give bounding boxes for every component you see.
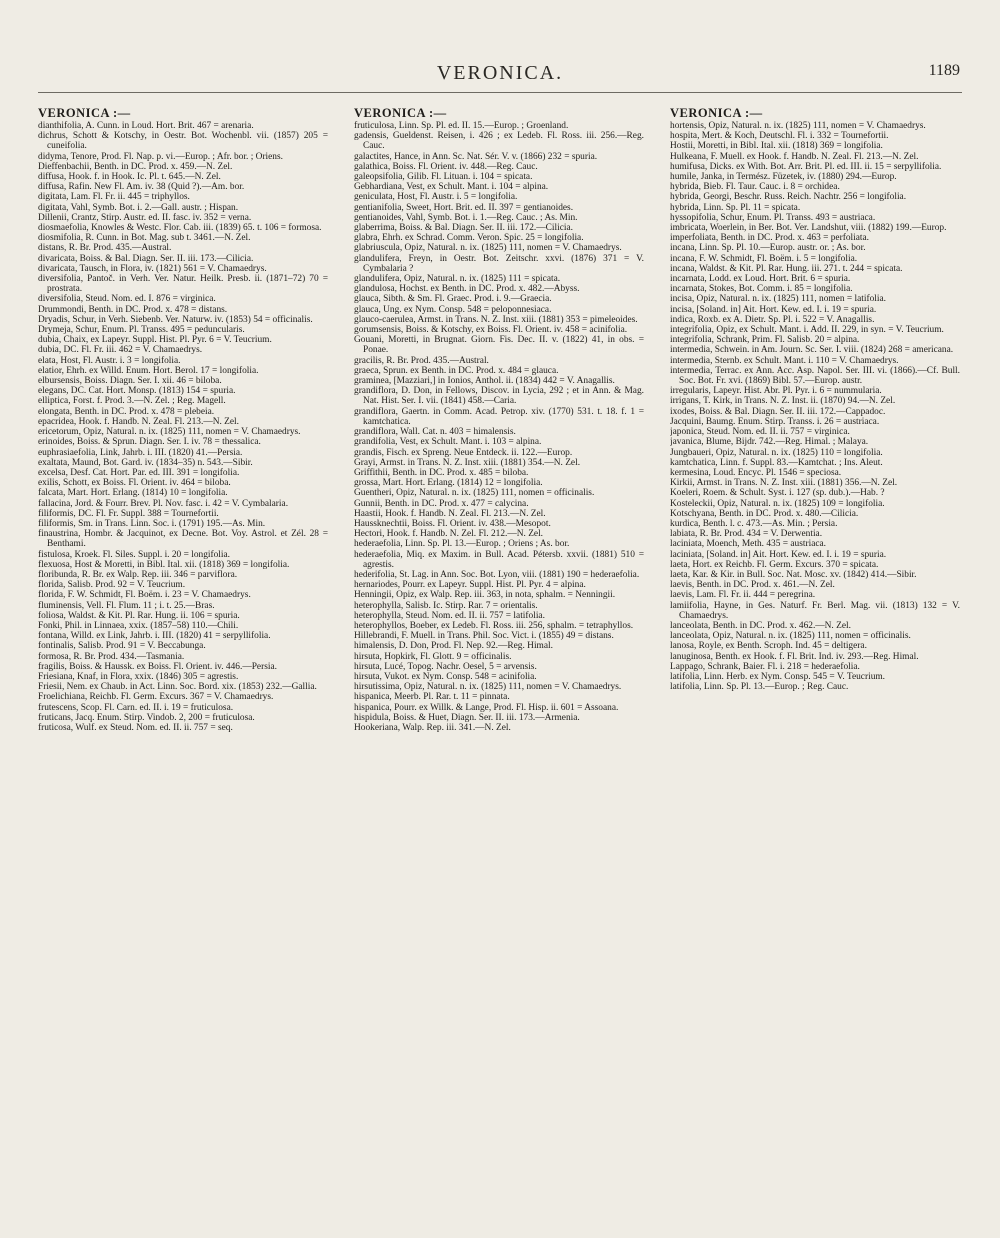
index-entry: glaberrima, Boiss. & Bal. Diagn. Ser. II. iii. 172.—Cilicia. <box>354 223 573 234</box>
index-entry: integrifolia, Schrank, Prim. Fl. Salisb. 20 = alpina. <box>670 335 860 346</box>
index-entry: latifolia, Linn. Herb. ex Nym. Consp. 545 = V. Teucrium. <box>670 671 886 682</box>
index-entry: himalensis, D. Don, Prod. Fl. Nep. 92.—Reg. Himal. <box>354 641 553 652</box>
index-entry: incana, Linn. Sp. Pl. 10.—Europ. austr. or. ; As. bor. <box>670 243 866 254</box>
index-entry: frutescens, Scop. Fl. Carn. ed. II. i. 19 = fruticulosa. <box>38 702 234 713</box>
index-entry: Koeleri, Roem. & Schult. Syst. i. 127 (sp. dub.).—Hab. ? <box>670 488 885 499</box>
index-entry: hederifolia, St. Lag. in Ann. Soc. Bot. Lyon, viii. (1881) 190 = hederaefolia. <box>354 569 640 580</box>
index-entry: glauco-caerulea, Armst. in Trans. N. Z. Inst. xiii. (1881) 353 = pimeleoides. <box>354 314 638 325</box>
index-entry: hispanica, Meerb. Pl. Rar. t. 11 = pinnata. <box>354 692 510 703</box>
index-entry: hederaefolia, Linn. Sp. Pl. 13.—Europ. ; Oriens ; As. bor. <box>354 539 570 550</box>
index-entry: glauca, Ung. ex Nym. Consp. 548 = peloponnesiaca. <box>354 304 552 315</box>
entry-list <box>670 121 960 692</box>
index-entry: hirsuta, Hopkirk, Fl. Glott. 9 = officinalis. <box>354 651 512 662</box>
index-entry: fallacina, Jord. & Fourr. Brev. Pl. Nov. fasc. i. 42 = V. Cymbalaria. <box>38 498 289 509</box>
index-entry: Gunnii, Benth. in DC. Prod. x. 477 = calycina. <box>354 498 529 509</box>
index-entry: hortensis, Opiz, Natural. n. ix. (1825) 111, nomen = V. Chamaedrys. <box>670 121 926 131</box>
page-number: 1189 <box>928 62 960 79</box>
index-entry: fistulosa, Kroek. Fl. Siles. Suppl. i. 20 = longifolia. <box>38 549 231 560</box>
index-entry: japonica, Steud. Nom. ed. II. ii. 757 = virginica. <box>670 427 850 438</box>
index-entry: kamtchatica, Linn. f. Suppl. 83.—Kamtchat. ; Ins. Aleut. <box>670 457 883 468</box>
index-entry: diosmifolia, R. Cunn. in Bot. Mag. sub t. 3461.—N. Zel. <box>38 233 251 244</box>
index-entry: glandulifera, Opiz, Natural. n. ix. (1825) 111 = spicata. <box>354 274 561 285</box>
index-entry: Hostii, Moretti, in Bibl. Ital. xii. (1818) 369 = longifolia. <box>670 141 883 152</box>
index-entry: didyma, Tenore, Prod. Fl. Nap. p. vi.—Europ. ; Afr. bor. ; Oriens. <box>38 151 283 162</box>
index-entry: dichrus, Schott & Kotschy, in Oestr. Bot. Wochenbl. vii. (1857) 205 = cuneifolia. <box>38 131 328 152</box>
index-entry: elatior, Ehrh. ex Willd. Enum. Hort. Berol. 17 = longifolia. <box>38 365 259 376</box>
index-entry: ixodes, Boiss. & Bal. Diagn. Ser. II. iii. 172.—Cappadoc. <box>670 406 886 417</box>
index-entry: fontinalis, Salisb. Prod. 91 = V. Beccabunga. <box>38 641 206 652</box>
index-entry: humile, Janka, in Termész. Füzetek, iv. (1880) 294.—Europ. <box>670 172 897 183</box>
column-left <box>38 108 328 1218</box>
index-entry: Hulkeana, F. Muell. ex Hook. f. Handb. N. Zeal. Fl. 213.—N. Zel. <box>670 151 919 162</box>
index-entry: Drummondi, Benth. in DC. Prod. x. 478 = distans. <box>38 304 228 315</box>
index-entry: diversifolia, Steud. Nom. ed. I. 876 = virginica. <box>38 294 216 305</box>
page-header <box>0 58 1000 88</box>
index-entry: Kosteleckii, Opiz, Natural. n. ix. (1825) 109 = longifolia. <box>670 498 885 509</box>
index-entry: falcata, Mart. Hort. Erlang. (1814) 10 = longifolia. <box>38 488 228 499</box>
index-entry: Haussknechtii, Boiss. Fl. Orient. iv. 438.—Mesopot. <box>354 518 551 529</box>
index-entry: florida, Salisb. Prod. 92 = V. Teucrium. <box>38 580 186 591</box>
index-entry: Drymeja, Schur, Enum. Pl. Transs. 495 = peduncularis. <box>38 325 245 336</box>
column-right <box>670 108 960 1218</box>
entry-columns <box>38 108 962 1218</box>
index-entry: intermedia, Terrac. ex Ann. Acc. Asp. Napol. Ser. III. vi. (1866).—Cf. Bull. Soc. Bot. Fr. xvi. (1869) Bibl. 57.—Europ. austr. <box>670 365 960 387</box>
index-entry: euphrasiaefolia, Link, Jahrb. i. III. (1820) 41.—Persia. <box>38 447 243 458</box>
index-entry: gorumsensis, Boiss. & Kotschy, ex Boiss. Fl. Orient. iv. 458 = acinifolia. <box>354 325 628 336</box>
index-entry: Lappago, Schrank, Baier. Fl. i. 218 = hederaefolia. <box>670 661 860 672</box>
index-entry: irregularis, Lapeyr. Hist. Abr. Pl. Pyr. i. 6 = nummularia. <box>670 386 882 397</box>
index-entry: fruticans, Jacq. Enum. Stirp. Vindob. 2, 200 = fruticulosa. <box>38 712 255 723</box>
index-entry: glandulifera, Freyn, in Oestr. Bot. Zeitschr. xxvi. (1876) 371 = V. Cymbalaria ? <box>354 253 644 274</box>
index-entry: lanceolata, Opiz, Natural. n. ix. (1825) 111, nomen = officinalis. <box>670 631 911 642</box>
index-entry: laeta, Kar. & Kir. in Bull. Soc. Nat. Mosc. xv. (1842) 414.—Sibir. <box>670 569 917 580</box>
index-entry: diffusa, Rafin. New Fl. Am. iv. 38 (Quid ?).—Am. bor. <box>38 182 245 193</box>
index-entry: fruticosa, Wulf. ex Steud. Nom. ed. II. ii. 757 = seq. <box>38 722 233 733</box>
index-entry: incana, Waldst. & Kit. Pl. Rar. Hung. iii. 271. t. 244 = spicata. <box>670 263 903 274</box>
index-entry: integrifolia, Opiz, ex Schult. Mant. i. Add. II. 229, in syn. = V. Teucrium. <box>670 325 944 336</box>
index-entry: elata, Host, Fl. Austr. i. 3 = longifolia. <box>38 355 181 366</box>
index-entry: fragilis, Boiss. & Haussk. ex Boiss. Fl. Orient. iv. 446.—Persia. <box>38 661 277 672</box>
index-entry: hybrida, Georgi, Beschr. Russ. Reich. Nachtr. 256 = longifolia. <box>670 192 907 203</box>
index-entry: Jungbaueri, Opiz, Natural. n. ix. (1825) 110 = longifolia. <box>670 447 883 458</box>
index-entry: intermedia, Schwein. in Am. Journ. Sc. Ser. I. viii. (1824) 268 = americana. <box>670 345 954 356</box>
index-entry: hirsuta, Lucé, Topog. Nachr. Oesel, 5 = arvensis. <box>354 661 537 672</box>
index-entry: Dillenii, Crantz, Stirp. Austr. ed. II. fasc. iv. 352 = verna. <box>38 212 252 223</box>
index-entry: gracilis, R. Br. Prod. 435.—Austral. <box>354 355 489 366</box>
index-entry: erinoides, Boiss. & Sprun. Diagn. Ser. I. iv. 78 = thessalica. <box>38 437 261 448</box>
index-entry: Friesiana, Knaf, in Flora, xxix. (1846) 305 = agrestis. <box>38 671 239 682</box>
index-entry: galactites, Hance, in Ann. Sc. Nat. Sér. V. v. (1866) 232 = spuria. <box>354 151 598 162</box>
index-entry: laciniata, [Soland. in] Ait. Hort. Kew. ed. I. i. 19 = spuria. <box>670 549 887 560</box>
index-entry: javanica, Blume, Bijdr. 742.—Reg. Himal. ; Malaya. <box>670 437 869 448</box>
index-entry: grandifolia, Vest, ex Schult. Mant. i. 103 = alpina. <box>354 437 542 448</box>
index-entry: labiata, R. Br. Prod. 434 = V. Derwentia. <box>670 529 823 540</box>
index-entry: exilis, Schott, ex Boiss. Fl. Orient. iv. 464 = biloba. <box>38 478 231 489</box>
index-entry: grandiflora, Gaertn. in Comm. Acad. Petrop. xiv. (1770) 531. t. 18. f. 1 = kamtchatica. <box>354 406 644 427</box>
index-entry: florida, F. W. Schmidt, Fl. Boëm. i. 23 = V. Chamaedrys. <box>38 590 251 601</box>
header-rule <box>38 92 962 93</box>
index-entry: Haastii, Hook. f. Handb. N. Zeal. Fl. 213.—N. Zel. <box>354 508 546 519</box>
index-entry: grandis, Fisch. ex Spreng. Neue Entdeck. ii. 122.—Europ. <box>354 447 573 458</box>
index-entry: imbricata, Woerlein, in Ber. Bot. Ver. Landshut, viii. (1882) 199.—Europ. <box>670 223 947 234</box>
index-entry: Friesii, Nem. ex Chaub. in Act. Linn. Soc. Bord. xix. (1853) 232.—Gallia. <box>38 682 317 693</box>
index-entry: geniculata, Host, Fl. Austr. i. 5 = longifolia. <box>354 192 518 203</box>
index-entry: hispidula, Boiss. & Huet, Diagn. Ser. II. iii. 173.—Armenia. <box>354 712 580 723</box>
index-entry: flexuosa, Host & Moretti, in Bibl. Ital. xii. (1818) 369 = longifolia. <box>38 559 290 570</box>
index-entry: Dryadis, Schur, in Verh. Siebenb. Ver. Naturw. iv. (1853) 54 = officinalis. <box>38 314 313 325</box>
index-entry: heterophylla, Steud. Nom. ed. II. ii. 757 = latifolia. <box>354 610 545 621</box>
index-entry: Griffithii, Benth. in DC. Prod. x. 485 = biloba. <box>354 467 529 478</box>
index-entry: incisa, [Soland. in] Ait. Hort. Kew. ed. I. i. 19 = spuria. <box>670 304 877 315</box>
column-middle <box>354 108 644 1218</box>
index-entry: elegans, DC. Cat. Hort. Monsp. (1813) 154 = spuria. <box>38 386 236 397</box>
index-entry: fontana, Willd. ex Link, Jahrb. i. III. (1820) 41 = serpyllifolia. <box>38 631 271 642</box>
index-entry: glabriuscula, Opiz, Natural. n. ix. (1825) 111, nomen = V. Chamaedrys. <box>354 243 622 254</box>
index-entry: Kirkii, Armst. in Trans. N. Z. Inst. xiii. (1881) 356.—N. Zel. <box>670 478 898 489</box>
index-entry: hospita, Mert. & Koch, Deutschl. Fl. i. 332 = Tournefortii. <box>670 131 889 142</box>
column-heading: VERONICA :— <box>670 108 763 120</box>
column-heading: VERONICA :— <box>354 108 447 120</box>
index-entry: latifolia, Linn. Sp. Pl. 13.—Europ. ; Reg. Cauc. <box>670 682 849 693</box>
index-entry: Guentheri, Opiz, Natural. n. ix. (1825) 111, nomen = officinalis. <box>354 488 595 499</box>
index-entry: indica, Roxb. ex A. Dietr. Sp. Pl. i. 522 = V. Anagallis. <box>670 314 875 325</box>
index-entry: humifusa, Dicks. ex With. Bot. Arr. Brit. Pl. ed. III. ii. 15 = serpyllifolia. <box>670 161 942 172</box>
index-entry: kurdica, Benth. l. c. 473.—As. Min. ; Persia. <box>670 518 838 529</box>
index-entry: lanceolata, Benth. in DC. Prod. x. 462.—N. Zel. <box>670 620 851 631</box>
index-entry: gentianoides, Vahl, Symb. Bot. i. 1.—Reg. Cauc. ; As. Min. <box>354 212 578 223</box>
index-entry: hispanica, Pourr. ex Willk. & Lange, Prod. Fl. Hisp. ii. 601 = Assoana. <box>354 702 619 713</box>
index-entry: hybrida, Linn. Sp. Pl. 11 = spicata. <box>670 202 801 213</box>
index-entry: Jacquini, Baumg. Enum. Stirp. Transs. i. 26 = austriaca. <box>670 416 880 427</box>
index-entry: floribunda, R. Br. ex Walp. Rep. iii. 346 = parviflora. <box>38 569 238 580</box>
index-entry: laciniata, Moench, Meth. 435 = austriaca. <box>670 539 827 550</box>
index-entry: Hectori, Hook. f. Handb. N. Zel. Fl. 212.—N. Zel. <box>354 529 544 540</box>
index-entry: filiformis, DC. Fl. Fr. Suppl. 388 = Tournefortii. <box>38 508 219 519</box>
index-entry: imperfoliata, Benth. in DC. Prod. x. 463 = perfoliata. <box>670 233 869 244</box>
index-entry: lanuginosa, Benth. ex Hook. f. Fl. Brit. Ind. iv. 293.—Reg. Himal. <box>670 651 919 662</box>
index-entry: fruticulosa, Linn. Sp. Pl. ed. II. 15.—Europ. ; Groenland. <box>354 121 569 131</box>
index-entry: digitata, Lam. Fl. Fr. ii. 445 = triphyllos. <box>38 192 190 203</box>
index-entry: divaricata, Tausch, in Flora, iv. (1821) 561 = V. Chamaedrys. <box>38 263 267 274</box>
index-entry: gentianifolia, Sweet, Hort. Brit. ed. II. 397 = gentianoides. <box>354 202 574 213</box>
index-entry: heterophyllos, Boeber, ex Ledeb. Fl. Ross. iii. 256, sphalm. = tetraphyllos. <box>354 620 634 631</box>
index-entry: hederaefolia, Miq. ex Maxim. in Bull. Acad. Pétersb. xxvii. (1881) 510 = agrestis. <box>354 549 644 570</box>
index-entry: Henningii, Opiz, ex Walp. Rep. iii. 363, in nota, sphalm. = Nenningii. <box>354 590 616 601</box>
index-entry: diffusa, Hook. f. in Hook. Ic. Pl. t. 645.—N. Zel. <box>38 172 221 183</box>
index-entry: Hillebrandi, F. Muell. in Trans. Phil. Soc. Vict. i. (1855) 49 = distans. <box>354 631 614 642</box>
index-entry: finaustrina, Hombr. & Jacquinot, ex Decne. Bot. Voy. Astrol. et Zél. 28 = Benthami. <box>38 529 328 550</box>
index-entry: distans, R. Br. Prod. 435.—Austral. <box>38 243 172 254</box>
index-entry: dianthifolia, A. Cunn. in Loud. Hort. Brit. 467 = arenaria. <box>38 121 254 131</box>
index-entry: fluminensis, Vell. Fl. Flum. 11 ; i. t. 25.—Bras. <box>38 600 215 611</box>
index-entry: graeca, Sprun. ex Benth. in DC. Prod. x. 484 = glauca. <box>354 365 559 376</box>
index-entry: dubia, DC. Fl. Fr. iii. 462 = V. Chamaedrys. <box>38 345 203 356</box>
index-entry: lamiifolia, Hayne, in Ges. Naturf. Fr. Berl. Mag. vii. (1813) 132 = V. Chamaedrys. <box>670 600 960 621</box>
index-entry: grossa, Mart. Hort. Erlang. (1814) 12 = longifolia. <box>354 478 543 489</box>
index-entry: grandiflora, Wall. Cat. n. 403 = himalensis. <box>354 427 516 438</box>
index-entry: dubia, Chaix, ex Lapeyr. Suppl. Hist. Pl. Pyr. 6 = V. Teucrium. <box>38 335 272 346</box>
index-entry: gadensis, Gueldenst. Reisen, i. 426 ; ex Ledeb. Fl. Ross. iii. 256.—Reg. Cauc. <box>354 131 644 152</box>
index-entry: diosmaefolia, Knowles & Westc. Flor. Cab. iii. (1839) 65. t. 106 = formosa. <box>38 223 322 234</box>
column-heading: VERONICA :— <box>38 108 131 120</box>
index-entry: graminea, [Mazziari,] in Ionios, Anthol. ii. (1834) 442 = V. Anagallis. <box>354 376 615 387</box>
index-entry: exaltata, Maund, Bot. Gard. iv. (1834–35) n. 543.—Sibir. <box>38 457 253 468</box>
index-entry: incana, F. W. Schmidt, Fl. Boëm. i. 5 = longifolia. <box>670 253 858 264</box>
index-entry: hirsutissima, Opiz, Natural. n. ix. (1825) 111, nomen = V. Chamaedrys. <box>354 682 622 693</box>
index-entry: hernariodes, Pourr. ex Lapeyr. Suppl. Hist. Pl. Pyr. 4 = alpina. <box>354 580 586 591</box>
index-entry: glandulosa, Hochst. ex Benth. in DC. Prod. x. 482.—Abyss. <box>354 284 580 295</box>
index-entry: galathica, Boiss. Fl. Orient. iv. 448.—Reg. Cauc. <box>354 161 538 172</box>
index-entry: Gebhardiana, Vest, ex Schult. Mant. i. 104 = alpina. <box>354 182 549 193</box>
index-entry: elliptica, Forst. f. Prod. 3.—N. Zel. ; Reg. Magell. <box>38 396 226 407</box>
index-entry: elongata, Benth. in DC. Prod. x. 478 = plebeia. <box>38 406 215 417</box>
index-entry: hybrida, Bieb. Fl. Taur. Cauc. i. 8 = orchidea. <box>670 182 840 193</box>
index-entry: galeopsifolia, Gilib. Fl. Lituan. i. 104 = spicata. <box>354 172 533 183</box>
index-entry: incarnata, Stokes, Bot. Comm. i. 85 = longifolia. <box>670 284 853 295</box>
index-entry: intermedia, Sternb. ex Schult. Mant. i. 110 = V. Chamaedrys. <box>670 355 899 366</box>
index-entry: irrigans, T. Kirk, in Trans. N. Z. Inst. ii. (1870) 94.—N. Zel. <box>670 396 896 407</box>
index-entry: ericetorum, Opiz, Natural. n. ix. (1825) 111, nomen = V. Chamaedrys. <box>38 427 301 438</box>
index-entry: divaricata, Boiss. & Bal. Diagn. Ser. II. iii. 173.—Cilicia. <box>38 253 254 264</box>
index-entry: Grayi, Armst. in Trans. N. Z. Inst. xiii. (1881) 354.—N. Zel. <box>354 457 581 468</box>
index-entry: hirsuta, Vukot. ex Nym. Consp. 548 = acinifolia. <box>354 671 537 682</box>
index-entry: Kotschyana, Benth. in DC. Prod. x. 480.—Cilicia. <box>670 508 859 519</box>
index-entry: Gouani, Moretti, in Brugnat. Giorn. Fis. Dec. II. v. (1822) 41, in obs. = Ponae. <box>354 335 644 356</box>
index-entry: incarnata, Lodd. ex Loud. Hort. Brit. 6 = spuria. <box>670 274 851 285</box>
index-entry: epacridea, Hook. f. Handb. N. Zeal. Fl. 213.—N. Zel. <box>38 416 239 427</box>
running-title: VERONICA. <box>436 62 564 84</box>
index-entry: diversifolia, Pantoč. in Verh. Ver. Natur. Heilk. Presb. ii. (1871–72) 70 = prostrata. <box>38 274 328 295</box>
index-entry: foliosa, Waldst. & Kit. Pl. Rar. Hung. ii. 106 = spuria. <box>38 610 240 621</box>
index-entry: elbursensis, Boiss. Diagn. Ser. I. xii. 46 = biloba. <box>38 376 222 387</box>
index-entry: Froelichiana, Reichb. Fl. Germ. Excurs. 367 = V. Chamaedrys. <box>38 692 274 703</box>
index-entry: laevis, Lam. Fl. Fr. ii. 444 = peregrina. <box>670 590 816 601</box>
index-entry: digitata, Vahl, Symb. Bot. i. 2.—Gall. austr. ; Hispan. <box>38 202 239 213</box>
index-entry: laeta, Hort. ex Reichb. Fl. Germ. Excurs. 370 = spicata. <box>670 559 879 570</box>
entry-list <box>354 121 644 733</box>
index-entry: Fonki, Phil. in Linnaea, xxix. (1857–58) 110.—Chili. <box>38 620 239 631</box>
index-entry: grandiflora, D. Don, in Fellows, Discov. in Lycia, 292 ; et in Ann. & Mag. Nat. Hist. Ser. I. vii. (1841) 458.—Caria. <box>354 386 644 407</box>
index-entry: hyssopifolia, Schur, Enum. Pl. Transs. 493 = austriaca. <box>670 212 876 223</box>
index-entry: laevis, Benth. in DC. Prod. x. 461.—N. Zel. <box>670 580 835 591</box>
index-entry: Dieffenbachii, Benth. in DC. Prod. x. 459.—N. Zel. <box>38 161 233 172</box>
index-entry: Hookeriana, Walp. Rep. iii. 341.—N. Zel. <box>354 722 511 733</box>
entry-list <box>38 121 328 733</box>
index-entry: glabra, Ehrh. ex Schrad. Comm. Veron. Spic. 25 = longifolia. <box>354 233 584 244</box>
index-entry: lanosa, Royle, ex Benth. Scroph. Ind. 45 = deltigera. <box>670 641 867 652</box>
index-entry: incisa, Opiz, Natural. n. ix. (1825) 111, nomen = latifolia. <box>670 294 886 305</box>
index-entry: glauca, Sibth. & Sm. Fl. Graec. Prod. i. 9.—Graecia. <box>354 294 552 305</box>
index-entry: excelsa, Desf. Cat. Hort. Par. ed. III. 391 = longifolia. <box>38 467 240 478</box>
index-entry: filiformis, Sm. in Trans. Linn. Soc. i. (1791) 195.—As. Min. <box>38 518 266 529</box>
index-entry: formosa, R. Br. Prod. 434.—Tasmania. <box>38 651 185 662</box>
index-entry: kermesina, Loud. Encyc. Pl. 1546 = speciosa. <box>670 467 842 478</box>
index-entry: heterophylla, Salisb. Ic. Stirp. Rar. 7 = orientalis. <box>354 600 538 611</box>
